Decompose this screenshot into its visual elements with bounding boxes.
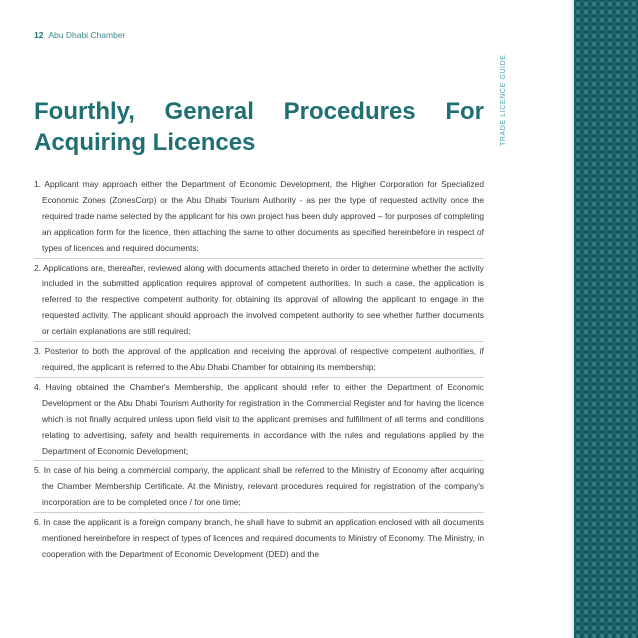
list-item: 4. Having obtained the Chamber's Membership, the applicant should refer to either the Department of Economic Development or the Abu Dhabi Tourism Authority for registration in the Commercial Register and for having the licence which is not finally acquired unless upon field visit to the applicant premises and fulfillment of all terms and conditions relating to advertising, safety and health requirements in accordance with the rules and regulations applied by the Department of Economic Development;: [34, 380, 484, 462]
page-number: 12: [34, 30, 44, 40]
page-header: [34, 30, 125, 40]
publication-name: Abu Dhabi Chamber: [48, 30, 126, 40]
list-item: 1. Applicant may approach either the Department of Economic Development, the Higher Corporation for Specialized Economic Zones (ZonesCorp) or the Abu Dhabi Tourism Authority - as per the type of requested activity once the required trade name selected by the applicant for his own project has been duly approved – for purposes of completing an application form for the licence, then attaching the same to other documents as specified hereinbefore in respect of types of licences and required documents;: [34, 177, 484, 259]
side-label: TRADE LICENCE GUIDE: [500, 54, 507, 146]
list-item: 5. In case of his being a commercial company, the applicant shall be referred to the Ministry of Economy after acquiring the Chamber Membership Certificate. At the Ministry, relevant procedures required for registration of the company's incorporation are to be completed once / for one time;: [34, 463, 484, 513]
list-item: 6. In case the applicant is a foreign company branch, he shall have to submit an application enclosed with all documents mentioned hereinbefore in respect of types of licences and required documents to Ministry of Economy. The Ministry, in cooperation with the Department of Economic Development (DED) and the: [34, 517, 484, 559]
list-item: 2. Applications are, thereafter, reviewed along with documents attached thereto in order to determine whether the activity included in the submitted application requires approval of competent authorities. In such a case, the application is referred to the respective competent authority for obtaining its approval of allowing the applicant to engage in the requested activity. The applicant should approach the involved competent authority to see whether further documents or certain explanations are still required;: [34, 261, 484, 343]
page-title: Fourthly, General Procedures For Acquiring Licences: [34, 98, 484, 156]
list-item: 3. Posterior to both the approval of the application and receiving the approval of respective competent authorities, if required, the applicant is referred to the Abu Dhabi Chamber for obtaining its membership;: [34, 344, 484, 378]
decorative-sidebar: [574, 0, 638, 638]
procedure-list: [34, 177, 484, 566]
